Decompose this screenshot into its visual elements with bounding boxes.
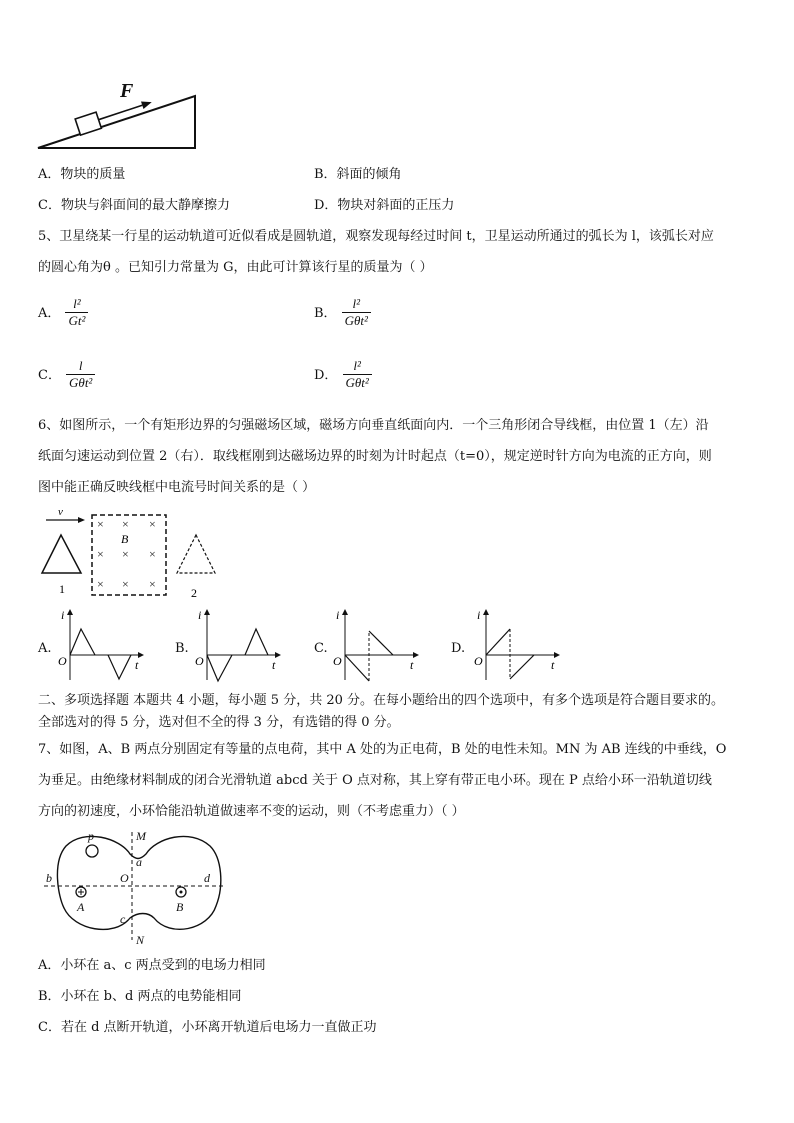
q6-option-d-letter: D. (451, 641, 466, 656)
q5-option-d (314, 358, 372, 391)
q6-stem-line1: 6、如图所示，一个有矩形边界的匀强磁场区域，磁场方向垂直纸面向内．一个三角形闭合导线框，由位置 1（左）沿 (38, 418, 709, 433)
fraction-numerator: l² (65, 296, 88, 313)
q7-track-figure (40, 826, 230, 950)
incline-figure (30, 70, 210, 160)
q5-option-c-fraction (66, 358, 95, 391)
fraction-numerator: l (66, 358, 95, 375)
origin-label: O (58, 654, 67, 668)
axis-i-label: i (477, 608, 481, 622)
q6-field-figure (30, 505, 230, 605)
q5-option-a-fraction (65, 296, 88, 329)
field-x-mark: × (122, 577, 129, 591)
field-x-mark: × (149, 577, 156, 591)
label-d: d (204, 871, 210, 885)
q7-stem-line1: 7、如图，A、B 两点分别固定有等量的点电荷，其中 A 处的为正电荷，B 处的电性未知。MN 为 AB 连线的中垂线，O (38, 742, 727, 757)
axis-i-label: i (61, 608, 65, 622)
field-x-mark: × (122, 517, 129, 531)
q6-option-c-letter: C. (314, 641, 328, 656)
q7-option-b: B．小环在 b、d 两点的电势能相同 (38, 989, 242, 1004)
q6-stem-line2: 纸面匀速运动到位置 2（右）．取线框刚到达磁场边界的时刻为计时起点（t=0），规定逆时针方向为电流的正方向，则 (38, 449, 712, 464)
q4-option-a: A．物块的质量 (38, 167, 126, 182)
q6-graph-c (333, 605, 423, 685)
origin-label: O (333, 654, 342, 668)
label-p: p (88, 829, 94, 843)
q6-stem-line3: 图中能正确反映线框中电流号时间关系的是（ ） (38, 480, 316, 495)
axis-t-label: t (410, 658, 414, 672)
q5-option-d-label: D． (314, 368, 338, 383)
fraction-denominator: Gθt² (69, 375, 93, 390)
q4-option-b: B．斜面的倾角 (314, 167, 402, 182)
label-a: a (136, 855, 142, 869)
fraction-denominator: Gθt² (344, 313, 368, 328)
origin-label: O (195, 654, 204, 668)
label-b-charge: B (176, 900, 184, 914)
q5-option-b-label: B． (314, 306, 337, 321)
label-n: N (136, 933, 145, 947)
field-x-mark: × (97, 517, 104, 531)
q6-option-a-letter: A. (38, 641, 52, 656)
position-2-label: 2 (191, 586, 197, 600)
label-c: c (120, 912, 126, 926)
q7-option-a: A．小环在 a、c 两点受到的电场力相同 (38, 958, 266, 973)
q5-stem-line2: 的圆心角为θ 。已知引力常量为 G，由此可计算该行星的质量为（ ） (38, 260, 433, 275)
velocity-label: v (58, 506, 63, 518)
axis-t-label: t (551, 658, 555, 672)
fraction-denominator: Gt² (68, 313, 86, 328)
fraction-numerator: l² (342, 296, 371, 313)
q5-stem-line1: 5、卫星绕某一行星的运动轨道可近似看成是圆轨道，观察发现每经过时间 t，卫星运动所通过的弧长为 l，该弧长对应 (38, 229, 714, 244)
q4-option-c: C．物块与斜面间的最大静摩擦力 (38, 198, 230, 213)
section2-heading-line2: 全部选对的得 5 分，选对但不全的得 3 分，有选错的得 0 分。 (38, 715, 400, 730)
q6-graph-a (58, 605, 148, 685)
field-x-mark: × (122, 547, 129, 561)
field-x-mark: × (149, 517, 156, 531)
label-o: O (120, 871, 129, 885)
label-a-charge: A (77, 900, 85, 914)
q7-option-c: C．若在 d 点断开轨道，小环离开轨道后电场力一直做正功 (38, 1020, 377, 1035)
section2-heading-line1: 二、多项选择题 本题共 4 小题，每小题 5 分，共 20 分。在每小题给出的四个选项中，有多个选项是符合题目要求的。 (38, 693, 725, 708)
field-x-mark: × (97, 577, 104, 591)
q5-option-d-fraction (343, 358, 372, 391)
force-label: F (120, 80, 134, 102)
axis-i-label: i (198, 608, 202, 622)
field-label: B (121, 532, 129, 546)
q5-option-a-label: A． (38, 306, 61, 321)
axis-i-label: i (336, 608, 340, 622)
label-b: b (46, 871, 52, 885)
q5-option-c (38, 358, 95, 391)
q5-option-b (314, 296, 371, 329)
q6-option-b-letter: B. (175, 641, 189, 656)
q5-option-c-label: C． (38, 368, 61, 383)
origin-label: O (474, 654, 483, 668)
q7-stem-line2: 为垂足。由绝缘材料制成的闭合光滑轨道 abcd 关于 O 点对称，其上穿有带正电小环。现在 P 点给小环一沿轨道切线 (38, 773, 712, 788)
q5-option-a (38, 296, 88, 329)
axis-t-label: t (135, 658, 139, 672)
fraction-denominator: Gθt² (345, 375, 369, 390)
fraction-numerator: l² (343, 358, 372, 375)
q5-option-b-fraction (342, 296, 371, 329)
field-x-mark: × (149, 547, 156, 561)
field-x-mark: × (97, 547, 104, 561)
q6-graph-d (474, 605, 564, 685)
q6-graph-b (195, 605, 285, 685)
q7-stem-line3: 方向的初速度，小环恰能沿轨道做速率不变的运动，则（不考虑重力）（ ） (38, 804, 465, 819)
position-1-label: 1 (59, 582, 65, 596)
q4-option-d: D．物块对斜面的正压力 (314, 198, 455, 213)
axis-t-label: t (272, 658, 276, 672)
label-m: M (136, 829, 146, 843)
